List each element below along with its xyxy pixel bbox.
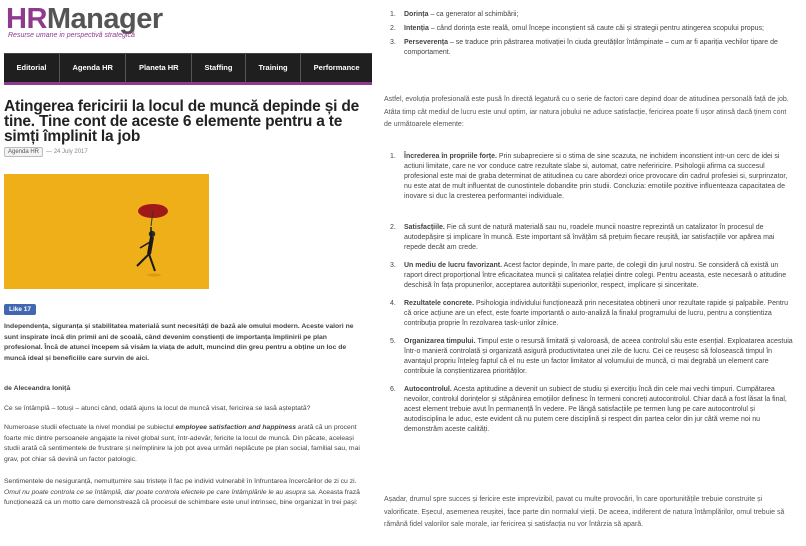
- item-term: Rezultatele concrete.: [404, 300, 475, 307]
- nav-item-performance[interactable]: Performance: [313, 63, 360, 72]
- nav-item-agenda-hr[interactable]: Agenda HR: [60, 54, 126, 82]
- paragraph-1-end: arată că un procent foarte mic dintre persoanele angajate la nivel global sunt, într-adevăr, fericite la locul de muncă. Din păcate, aceleași studii arată că sentimentele de frustrare și neîmplinire la job pot avea urmări neplăcute pe plan social, familial sau, mai grav, pot chiar să devină un factor patologic.: [4, 424, 360, 463]
- article-author: de Aleceandra Ioniță: [4, 385, 71, 392]
- list-item: [390, 337, 795, 377]
- nav-item-staffing[interactable]: Staffing: [192, 54, 246, 82]
- item-text: – când dorința este reală, omul începe inconștient să caute căi și strategii pentru atingerea scopului propus;: [428, 25, 764, 32]
- item-text: Acest factor depinde, în mare parte, de colegii din jurul nostru. Se consideră că există un raport direct proporțional între eficacitatea muncii și calitatea relației dintre colegi. Pentru aceasta, este necesară o atitudine deschisă în fața propunerilor, acceptarea autorității superiorilor, respect, implicare și sinceritate.: [404, 262, 787, 289]
- item-term: Încrederea în propriile forțe.: [404, 153, 497, 160]
- category-tag[interactable]: Agenda HR: [4, 147, 43, 157]
- nav-item-training[interactable]: Training: [246, 54, 301, 82]
- article-lead: Independența, siguranța și stabilitatea materială sunt necesități de bază ale omului modern. Aceste valori ne sunt inspirate încă din primii ani de școală, când devenim conștienți de importanța împlinirii pe plan profesional. Încă de atunci începem să visăm la viața de adult, muncind din greu pentru a obține un loc de muncă ideal și beneficiile care survin de aici.: [4, 323, 354, 362]
- elements-list: [390, 152, 795, 435]
- item-text: – se traduce prin păstrarea motivației în ciuda greutăților întâmpinate – cum ar fi apariția vechilor tipare de comportament.: [404, 39, 778, 56]
- item-term: Satisfacțiile.: [404, 224, 445, 231]
- item-text: Timpul este o resursă limitată și valoroasă, de aceea controlul său este esențial. Exploatarea acestuia într-o manieră controlată și organizată asigură productivitatea unei zile de lucru. Cei ce reușesc să folosească timpul în avantajul propriu înțeleg faptul că el nu este un factor limitator al volumului de muncă, ci mai degrabă un element care contribuie la conștientizarea priorităților.: [404, 338, 793, 375]
- article-date: — 24 July 2017: [46, 149, 88, 155]
- item-number: 2.: [390, 224, 396, 231]
- site-tagline: Resurse umane in perspectivă strategică: [8, 32, 135, 39]
- paragraph-2-end: Aceasta frază funcționează ca un motto care demonstrează că procesul de schimbare este unul intrinsec, bine organizat în trei pași:: [4, 488, 360, 506]
- item-term: Organizarea timpului.: [404, 338, 476, 345]
- facebook-like-button[interactable]: [4, 304, 36, 315]
- like-label: Like 17: [9, 306, 32, 313]
- list-item: [390, 24, 795, 34]
- item-text: Fie că sunt de natură materială sau nu, roadele muncii noastre reprezintă un catalizator în procesul de autodepășire și implicare în muncă. Este important să învățăm să prețuim fiecare reușită, iar satisfacțiile vor apărea mai repede decât am crede.: [404, 224, 775, 251]
- site-logo[interactable]: [6, 4, 163, 39]
- steps-list: [390, 10, 795, 58]
- article-question: Ce se întâmplă – totuși – atunci când, odată ajuns la locul de muncă visat, fericirea se lasă așteptată?: [4, 405, 311, 412]
- logo-manager-text: Manager: [46, 3, 163, 35]
- article-title: Atingerea fericirii la locul de muncă depinde și de tine. Tine cont de aceste 6 elemente pentru a te simți împlinit la job: [4, 98, 360, 145]
- article-meta: [4, 147, 88, 157]
- list-item: [390, 152, 795, 202]
- item-number: 2.: [390, 25, 396, 32]
- article-paragraph-1: [4, 423, 366, 465]
- item-term: Un mediu de lucru favorizant.: [404, 262, 503, 269]
- intro-paragraph: Astfel, evoluția profesională este pusă în directă legatură cu o serie de factori care depind doar de atitudinea personală față de job. Atâta timp cât mediul de lucru este unul optim, iar natura jobului ne aduce satisfacție, fericirea poate fi ușor atinsă dacă ținem cont de următoarele elemente:: [384, 96, 789, 128]
- item-number: 3.: [390, 262, 396, 269]
- item-term: Intenția: [404, 25, 429, 32]
- list-item: [390, 261, 795, 291]
- item-term: Perseverența: [404, 39, 448, 46]
- list-item: [390, 223, 795, 253]
- nav-item-planeta-hr[interactable]: Planeta HR: [126, 54, 192, 82]
- woman-with-umbrella-illustration: [4, 174, 209, 289]
- item-text: – ca generator al schimbării;: [428, 11, 519, 18]
- right-page-column: [372, 0, 806, 546]
- item-number: 6.: [390, 386, 396, 393]
- item-term: Autocontrolul.: [404, 386, 452, 393]
- list-item: [390, 10, 795, 20]
- list-item: [390, 38, 795, 58]
- item-text: Psihologia individului funcționează prin necesitatea obținerii unor rezultate rapide și palpabile. Pentru că orice acțiune are un efect, este foarte importantă o auto-analiză la finalul programului de lucru, pentru a conștientiza contribuția proprie în rezolvarea task-urilor zilnice.: [404, 300, 789, 327]
- paragraph-1-emphasis: employee satisfaction and happiness: [175, 424, 297, 431]
- item-number: 1.: [390, 11, 396, 18]
- paragraph-2-emphasis: Omul nu poate controla ce se întâmplă, dar poate controla efectele pe care întâmplările le au asupra sa.: [4, 488, 317, 496]
- nav-item-editorial[interactable]: Editorial: [4, 54, 60, 82]
- left-page-column: [0, 0, 372, 546]
- paragraph-2-start: Sentimentele de nesiguranță, nemulțumire sau tristețe îl fac pe individ vulnerabil în înfruntarea încercărilor de zi cu zi.: [4, 478, 357, 485]
- article-photo: [4, 174, 209, 289]
- main-nav: [4, 53, 372, 82]
- closing-paragraph: Așadar, drumul spre succes și fericire este imprevizibil, pavat cu multe provocări, în care oportunitățile trebuie construite și valorificate. Eșecul, asemenea reușitei, face parte din normalul vieții. De aceea, indiferent de natura întâmplărilor, omul trebuie să rămână fidel valorilor sale morale, iar fericirea și satisfacția nu vor întârzia să apară.: [384, 496, 785, 528]
- item-term: Dorința: [404, 11, 429, 18]
- nav-accent-bar: [4, 82, 372, 85]
- item-number: 1.: [390, 153, 396, 160]
- article-paragraph-2: [4, 477, 366, 509]
- paragraph-1-start: Numeroase studii efectuate la nivel mondial pe subiectul: [4, 424, 176, 431]
- item-number: 5.: [390, 338, 396, 345]
- item-number: 4.: [390, 300, 396, 307]
- item-text: Prin subapreciere si o stima de sine scazuta, ne inchidem inconstient intr-un cerc de idei si actiuni limitate, care ne vor conduce catre rezultate slabe si, automat, catre neferiricire. Psihologii afirma ca succesul profesional este mai de graba determinat de atitudinea cu care abordezi orice provocare din cadrul profesiei si, surprinzator, nu este atat de mult influentat de cunostintele dobandite prin studii. Concluzia: emotiile pozitive influenteaza capacitatea de inovare si duc la cresterea performantei individuale.: [404, 153, 788, 200]
- logo-hr-text: HR: [6, 3, 47, 35]
- item-number: 3.: [390, 39, 396, 46]
- item-text: Acesta aptitudine a devenit un subiect de studiu și exercițiu încă din cele mai vechi timpuri. Cumpătarea nevoilor, controlul dorințelor și stăpânirea emoțiilor definesc în termeni concreți autocontrolul. Chiar dacă a fost lăsat la final, acest element trebuie avut în permanență în vedere. Pe lângă satisfacțiile pe termen lung pe care autocontrolul și autodisciplina le aduc, este evident că nu putem cere disciplină și respect din partea celor din jur câtă vreme noi nu demonstrăm aceste calități.: [404, 386, 787, 433]
- list-item: [390, 299, 795, 329]
- list-item: [390, 385, 795, 435]
